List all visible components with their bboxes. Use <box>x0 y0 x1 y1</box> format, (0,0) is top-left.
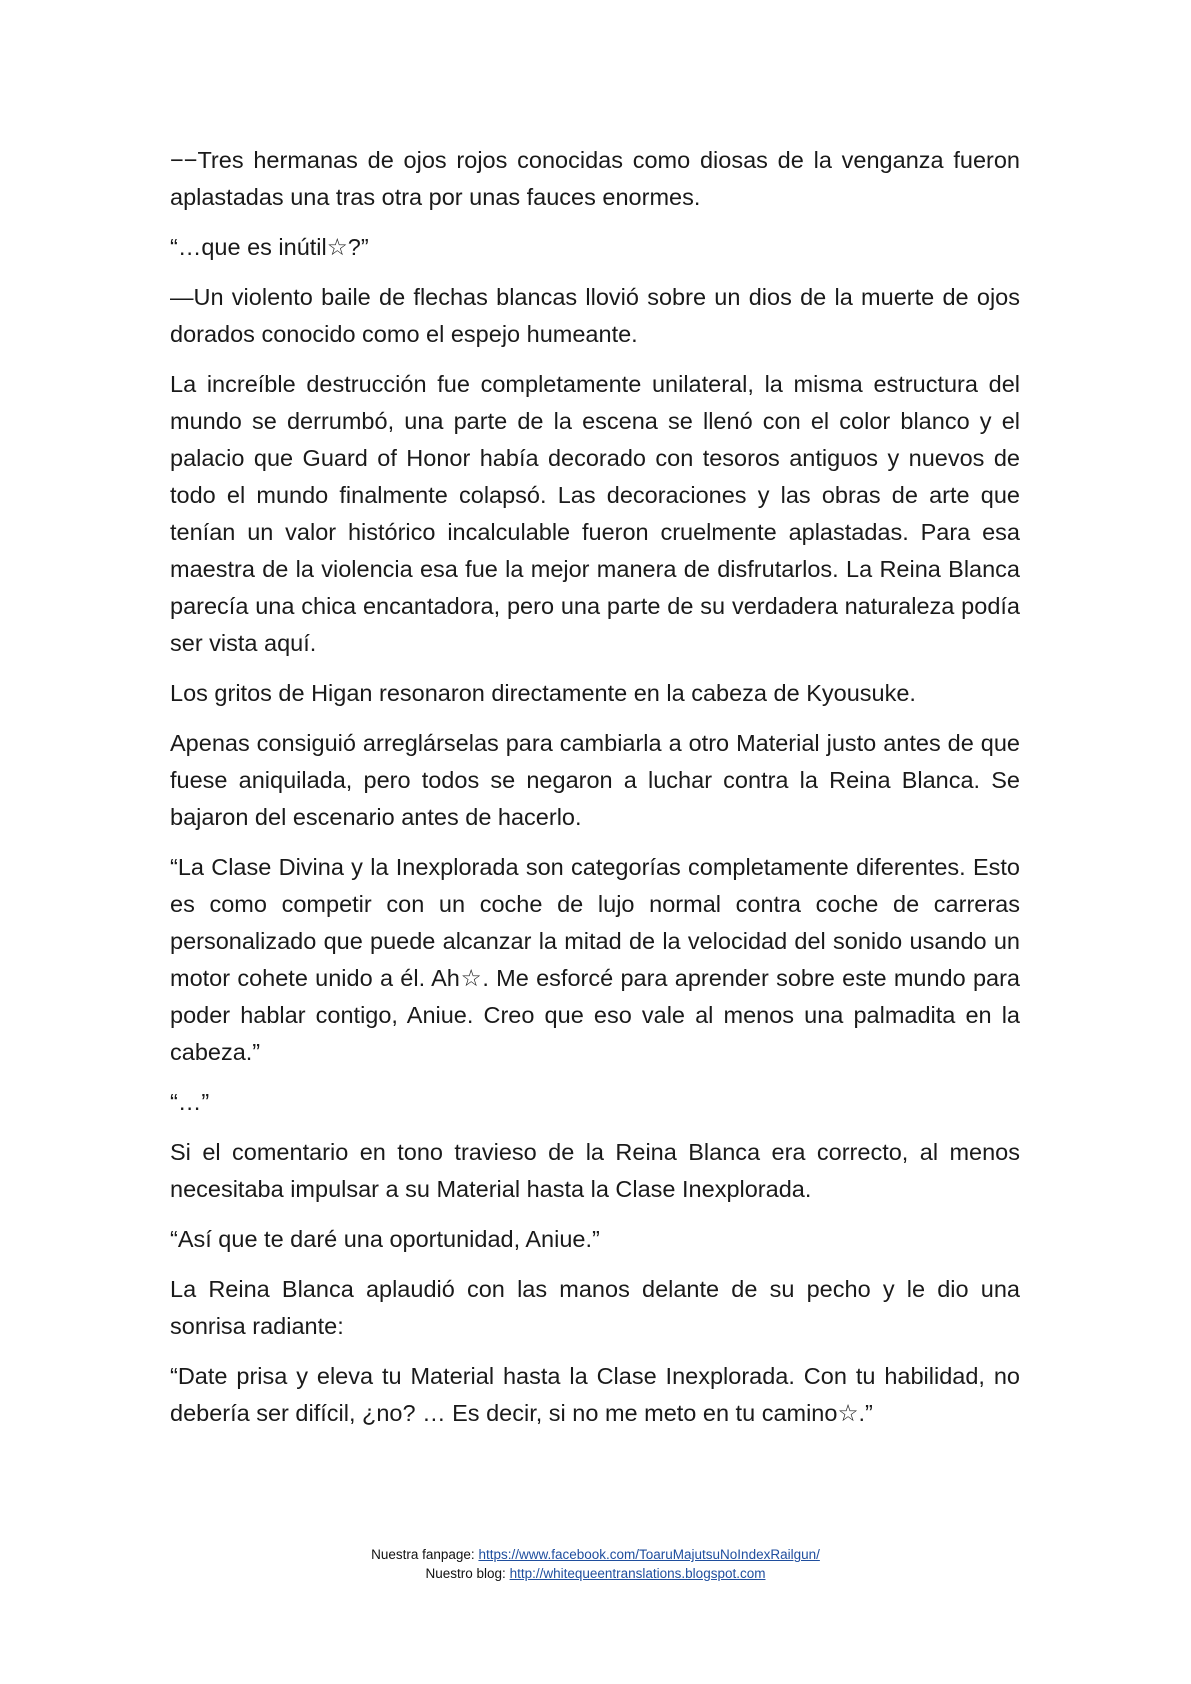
paragraph-9: Si el comentario en tono travieso de la Reina Blanca era correcto, al menos necesitaba impulsar a su Material hasta la Clase Inexplorada. <box>170 1139 1020 1202</box>
footer-blog-line <box>0 1564 1191 1583</box>
paragraph-10: “Así que te daré una oportunidad, Aniue.” <box>170 1226 600 1252</box>
paragraph-1: −−Tres hermanas de ojos rojos conocidas como diosas de la venganza fueron aplastadas una tras otra por unas fauces enormes. <box>170 147 1020 210</box>
paragraph-11: La Reina Blanca aplaudió con las manos delante de su pecho y le dio una sonrisa radiante: <box>170 1276 1020 1339</box>
paragraph-3: —Un violento baile de flechas blancas llovió sobre un dios de la muerte de ojos dorados conocido como el espejo humeante. <box>170 284 1020 347</box>
paragraph-12: “Date prisa y eleva tu Material hasta la Clase Inexplorada. Con tu habilidad, no debería ser difícil, ¿no? … Es decir, si no me meto en tu camino☆.” <box>170 1363 1020 1426</box>
paragraph-6: Apenas consiguió arreglárselas para cambiarla a otro Material justo antes de que fuese aniquilada, pero todos se negaron a luchar contra la Reina Blanca. Se bajaron del escenario antes de hacerlo. <box>170 730 1020 830</box>
page-footer <box>0 1545 1191 1583</box>
blog-label: Nuestro blog: <box>425 1566 510 1581</box>
paragraph-7: “La Clase Divina y la Inexplorada son categorías completamente diferentes. Esto es como competir con un coche de lujo normal contra coche de carreras personalizado que puede alcanzar la mitad de la velocidad del sonido usando un motor cohete unido a él. Ah☆. Me esforcé para aprender sobre este mundo para poder hablar contigo, Aniue. Creo que eso vale al menos una palmadita en la cabeza.” <box>170 854 1020 1065</box>
paragraph-2: “…que es inútil☆?” <box>170 234 369 260</box>
paragraph-5: Los gritos de Higan resonaron directamente en la cabeza de Kyousuke. <box>170 680 916 706</box>
fanpage-link[interactable]: https://www.facebook.com/ToaruMajutsuNoIndexRailgun/ <box>478 1547 820 1562</box>
paragraph-8: “…” <box>170 1089 210 1115</box>
blog-link[interactable]: http://whitequeentranslations.blogspot.com <box>509 1566 766 1581</box>
paragraph-4: La increíble destrucción fue completamente unilateral, la misma estructura del mundo se derrumbó, una parte de la escena se llenó con el color blanco y el palacio que Guard of Honor había decorado con tesoros antiguos y nuevos de todo el mundo finalmente colapsó. Las decoraciones y las obras de arte que tenían un valor histórico incalculable fueron cruelmente aplastadas. Para esa maestra de la violencia esa fue la mejor manera de disfrutarlos. La Reina Blanca parecía una chica encantadora, pero una parte de su verdadera naturaleza podía ser vista aquí. <box>170 371 1020 656</box>
page-body <box>170 142 1020 1445</box>
footer-fanpage-line <box>0 1545 1191 1564</box>
fanpage-label: Nuestra fanpage: <box>371 1547 479 1562</box>
